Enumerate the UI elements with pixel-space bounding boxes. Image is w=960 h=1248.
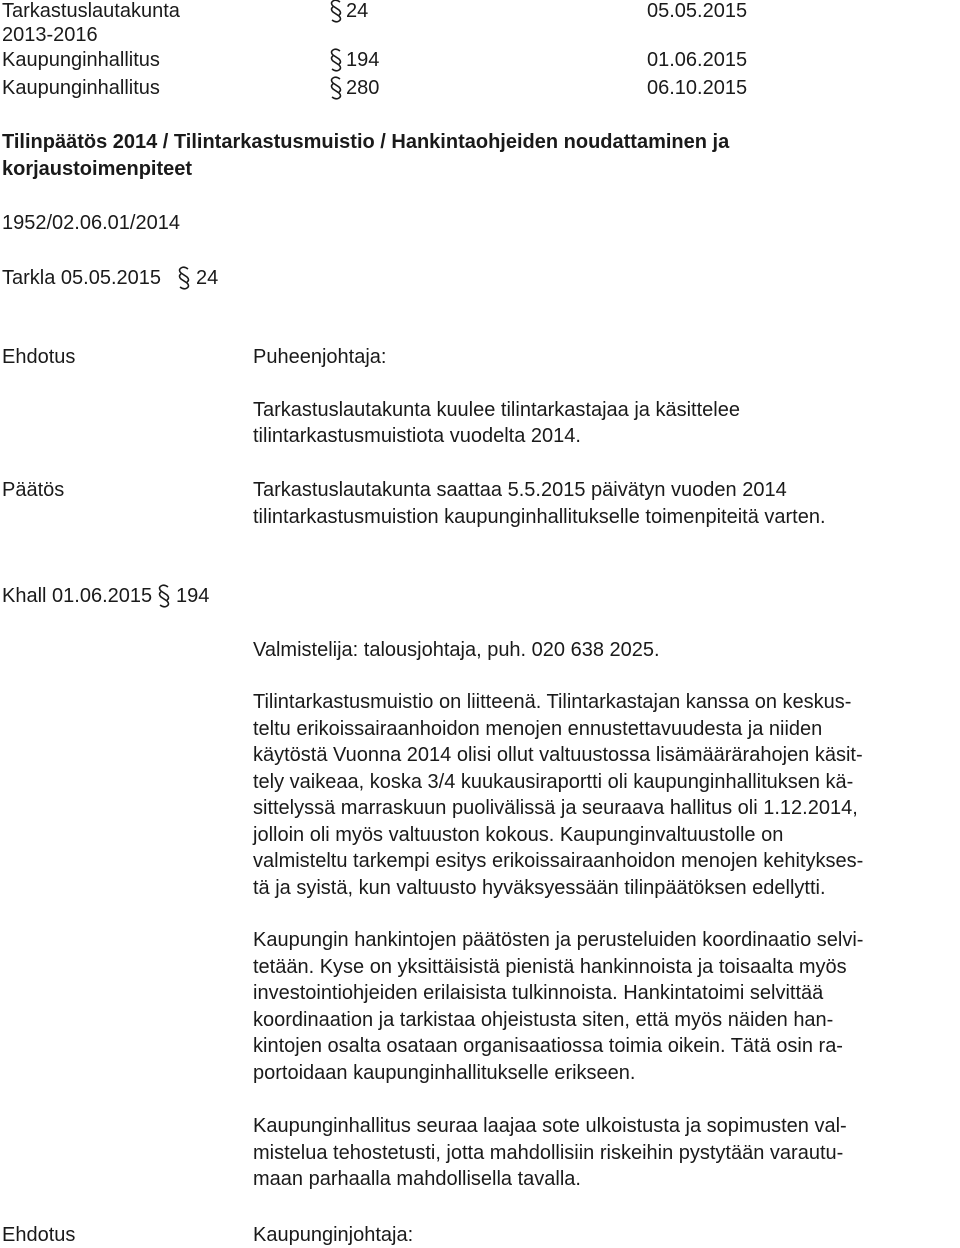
section-sign-icon bbox=[328, 76, 344, 100]
khall-heading: Khall 01.06.2015 bbox=[2, 585, 153, 607]
decision-text: tilintarkastusmuistion kaupunginhallitukselle toimenpiteitä varten. bbox=[253, 506, 826, 528]
body-paragraph bbox=[253, 1113, 953, 1193]
proposal-presenter: Puheenjohtaja: bbox=[253, 346, 387, 368]
reference-body: Kaupunginhallitus bbox=[2, 77, 160, 99]
body-paragraph bbox=[253, 689, 953, 901]
khall-section: 194 bbox=[176, 585, 210, 607]
reference-number: 280 bbox=[346, 77, 380, 99]
paragraph-line: käytöstä Vuonna 2014 olisi ollut valtuustossa lisämäärärahojen käsit- bbox=[253, 744, 863, 766]
paragraph-line: teltu erikoissairaanhoidon menojen ennustettavuudesta ja niiden bbox=[253, 717, 823, 740]
reference-date: 01.06.2015 bbox=[647, 49, 748, 71]
paragraph-line: mistelua tehostetusti, jotta mahdollisiin riskeihin pystytään varautu- bbox=[253, 1141, 844, 1164]
proposal-label: Ehdotus bbox=[2, 1224, 76, 1246]
reference-date: 05.05.2015 bbox=[647, 0, 748, 22]
paragraph-line: portoidaan kaupunginhallitukselle erikseen. bbox=[253, 1061, 636, 1084]
proposal-label: Ehdotus bbox=[2, 346, 76, 368]
document-title: Tilinpäätös 2014 / Tilintarkastusmuistio / Hankintaohjeiden noudattaminen ja bbox=[2, 131, 730, 153]
paragraph-line: sittelyssä marraskuun puolivälissä ja seuraava hallitus oli 1.12.2014, bbox=[253, 797, 858, 819]
proposal-text: tilintarkastusmuistiota vuodelta 2014. bbox=[253, 425, 581, 447]
case-number: 1952/02.06.01/2014 bbox=[2, 212, 180, 234]
reference-body: Kaupunginhallitus bbox=[2, 49, 160, 71]
paragraph-line: maan parhaalla mahdollisella tavalla. bbox=[253, 1168, 581, 1190]
paragraph-line: valmisteltu tarkempi esitys erikoissairaanhoidon menojen kehitykses- bbox=[253, 850, 864, 872]
paragraph-line: kintojen osalta osataan organisaatiossa toimia oikein. Tätä osin ra- bbox=[253, 1035, 843, 1057]
body-paragraph bbox=[253, 927, 953, 1086]
paragraph-line: Kaupungin hankintojen päätösten ja perusteluiden koordinaatio selvi- bbox=[253, 929, 864, 951]
paragraph-line: tely vaikeaa, koska 3/4 kuukausiraportti oli kaupunginhallituksen kä- bbox=[253, 770, 854, 793]
proposal-presenter: Kaupunginjohtaja: bbox=[253, 1224, 414, 1246]
paragraph-line: Tilintarkastusmuistio on liitteenä. Tilintarkastajan kanssa on keskus- bbox=[253, 691, 852, 713]
paragraph-line: investointiohjeiden erilaisista tulkinnoista. Hankintatoimi selvittää bbox=[253, 982, 824, 1004]
decision-label: Päätös bbox=[2, 479, 65, 501]
reference-date: 06.10.2015 bbox=[647, 77, 748, 99]
section-sign-icon bbox=[176, 266, 192, 290]
reference-body: 2013-2016 bbox=[2, 24, 98, 46]
section-sign-icon bbox=[328, 48, 344, 72]
paragraph-line: tä ja syistä, kun valtuusto hyväksyessään tilinpäätöksen edellytti. bbox=[253, 876, 826, 899]
paragraph-line: tetään. Kyse on yksittäisistä pienistä hankinnoista ja toisaalta myös bbox=[253, 955, 847, 978]
proposal-text: Tarkastuslautakunta kuulee tilintarkastajaa ja käsittelee bbox=[253, 399, 740, 421]
section-sign-icon bbox=[156, 584, 172, 608]
reference-number: 24 bbox=[346, 0, 369, 22]
document-title: korjaustoimenpiteet bbox=[2, 158, 193, 180]
tarkla-heading: Tarkla 05.05.2015 bbox=[2, 267, 162, 289]
section-sign-icon bbox=[328, 0, 344, 23]
reference-body: Tarkastuslautakunta bbox=[2, 0, 180, 22]
paragraph-line: Kaupunginhallitus seuraa laajaa sote ulkoistusta ja sopimusten val- bbox=[253, 1115, 847, 1137]
paragraph-line: jolloin oli myös valtuuston kokous. Kaupunginvaltuustolle on bbox=[253, 823, 784, 846]
decision-text: Tarkastuslautakunta saattaa 5.5.2015 päivätyn vuoden 2014 bbox=[253, 479, 787, 501]
paragraph-line: koordinaation ja tarkistaa ohjeistusta siten, että myös näiden han- bbox=[253, 1008, 834, 1031]
reference-number: 194 bbox=[346, 49, 380, 71]
preparer-line: Valmistelija: talousjohtaja, puh. 020 638 2025. bbox=[253, 639, 660, 661]
tarkla-section: 24 bbox=[196, 267, 219, 289]
